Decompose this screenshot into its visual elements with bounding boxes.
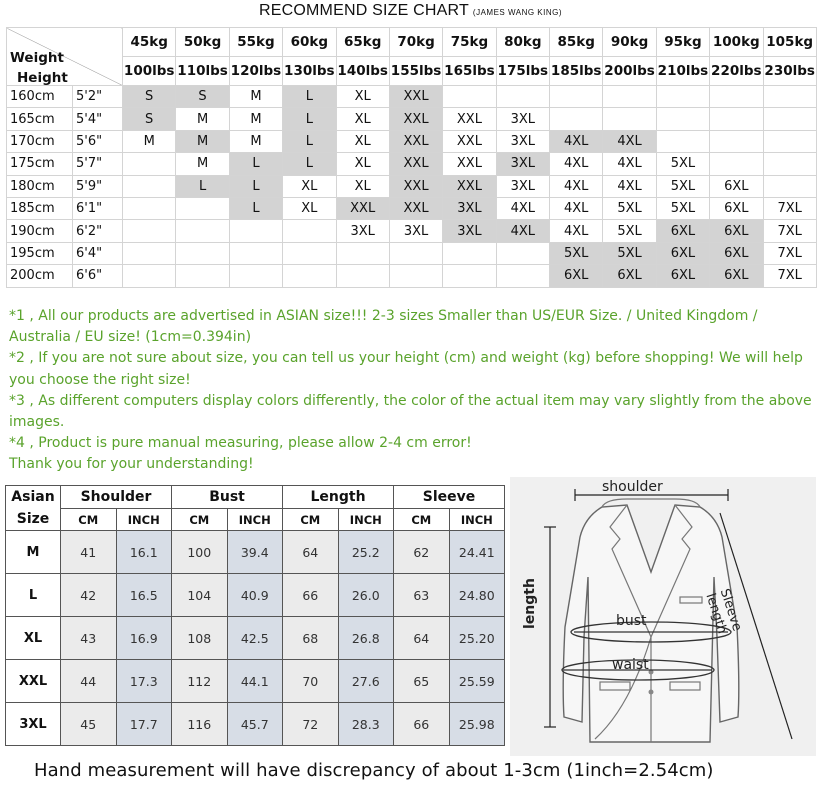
weight-kg-header: 55kg (229, 28, 282, 57)
size-cell: 3XL (496, 108, 549, 130)
inch-value: 25.98 (449, 703, 505, 746)
sleeve-length-label: Sleeve length (702, 587, 745, 636)
size-cell: 5XL (603, 197, 656, 219)
inch-value: 24.41 (449, 531, 505, 574)
measure-row (6, 660, 505, 703)
height-ft: 6'4" (73, 242, 123, 264)
size-cell (763, 86, 816, 108)
shoulder-header: Shoulder (61, 486, 172, 509)
chart-title-brand: (JAMES WANG KING) (472, 8, 563, 17)
size-cell: S (123, 86, 176, 108)
jacket-measure-diagram (510, 477, 816, 756)
weight-kg-header: 75kg (443, 28, 496, 57)
weight-kg-header: 45kg (123, 28, 176, 57)
weight-lbs-header: 175lbs (496, 57, 549, 86)
size-cell: 5XL (550, 242, 603, 264)
height-cm: 195cm (7, 242, 73, 264)
inch-value: 39.4 (227, 531, 283, 574)
size-cell (496, 242, 549, 264)
asian-size-cell: M (6, 531, 61, 574)
size-cell: 4XL (550, 175, 603, 197)
size-cell: 3XL (443, 220, 496, 242)
measurement-table (5, 485, 505, 746)
cm-value: 100 (172, 531, 228, 574)
size-cell: L (283, 108, 336, 130)
size-cell: XXL (389, 153, 442, 175)
weight-lbs-header: 110lbs (176, 57, 229, 86)
size-cell (229, 265, 282, 287)
size-cell: M (229, 108, 282, 130)
size-cell (283, 242, 336, 264)
size-cell: 5XL (656, 197, 709, 219)
cm-value: 104 (172, 574, 228, 617)
height-row (7, 197, 817, 219)
cm-value: 66 (283, 574, 339, 617)
bust-header: Bust (172, 486, 283, 509)
size-cell: 6XL (710, 242, 763, 264)
measure-row (6, 531, 505, 574)
asian-size-cell: L (6, 574, 61, 617)
height-ft: 5'2" (73, 86, 123, 108)
height-cm: 200cm (7, 265, 73, 287)
measure-row (6, 703, 505, 746)
size-cell: XXL (443, 153, 496, 175)
size-cell: 5XL (603, 242, 656, 264)
size-cell (336, 265, 389, 287)
size-notes (9, 306, 812, 476)
height-ft: 5'6" (73, 130, 123, 152)
height-cm: 185cm (7, 197, 73, 219)
size-cell: 4XL (550, 220, 603, 242)
chart-title-main: RECOMMEND SIZE CHART (258, 2, 469, 19)
height-row (7, 175, 817, 197)
bust-label: bust (616, 613, 647, 629)
weight-kg-header: 105kg (763, 28, 816, 57)
inch-value: 42.5 (227, 617, 283, 660)
note-thanks: Thank you for your understanding! (9, 456, 254, 473)
size-cell: L (283, 130, 336, 152)
unit-cm-header: CM (172, 509, 228, 531)
height-row (7, 242, 817, 264)
size-header: Size (6, 509, 61, 531)
height-cm: 170cm (7, 130, 73, 152)
cm-value: 65 (394, 660, 450, 703)
size-cell: XXL (336, 197, 389, 219)
size-cell: XXL (443, 175, 496, 197)
inch-value: 40.9 (227, 574, 283, 617)
inch-value: 25.59 (449, 660, 505, 703)
height-ft: 6'2" (73, 220, 123, 242)
unit-cm-header: CM (61, 509, 117, 531)
size-cell: 4XL (603, 175, 656, 197)
weight-kg-header: 50kg (176, 28, 229, 57)
height-cm: 180cm (7, 175, 73, 197)
size-cell (123, 197, 176, 219)
waist-label: waist (612, 657, 649, 673)
cm-value: 68 (283, 617, 339, 660)
weight-kg-header: 60kg (283, 28, 336, 57)
size-cell: S (176, 86, 229, 108)
size-cell: 4XL (550, 197, 603, 219)
unit-inch-header: INCH (449, 509, 505, 531)
size-cell (656, 130, 709, 152)
size-cell (656, 86, 709, 108)
weight-kg-header: 100kg (710, 28, 763, 57)
size-cell: 5XL (656, 153, 709, 175)
size-cell (763, 108, 816, 130)
size-cell (763, 130, 816, 152)
size-cell: 3XL (496, 175, 549, 197)
weight-lbs-header: 185lbs (550, 57, 603, 86)
size-cell: XXL (389, 175, 442, 197)
size-cell (123, 220, 176, 242)
size-cell: XXL (443, 130, 496, 152)
size-cell: S (123, 108, 176, 130)
size-cell (763, 153, 816, 175)
size-cell (176, 220, 229, 242)
cm-value: 64 (394, 617, 450, 660)
weight-kg-header: 65kg (336, 28, 389, 57)
size-cell (763, 175, 816, 197)
cm-value: 70 (283, 660, 339, 703)
size-cell (603, 86, 656, 108)
size-cell: XL (283, 197, 336, 219)
size-cell: M (229, 130, 282, 152)
size-cell: L (229, 197, 282, 219)
size-cell: 7XL (763, 220, 816, 242)
size-cell: XL (283, 175, 336, 197)
size-cell (710, 86, 763, 108)
length-header: Length (283, 486, 394, 509)
unit-inch-header: INCH (227, 509, 283, 531)
size-cell (656, 108, 709, 130)
weight-lbs-header: 210lbs (656, 57, 709, 86)
length-label: length (522, 578, 538, 629)
size-cell (443, 242, 496, 264)
height-label: Height (17, 70, 68, 86)
weight-label: Weight (10, 50, 64, 66)
weight-kg-header: 70kg (389, 28, 442, 57)
size-cell: XXL (389, 108, 442, 130)
size-cell (603, 108, 656, 130)
cm-value: 41 (61, 531, 117, 574)
weight-lbs-header: 165lbs (443, 57, 496, 86)
size-cell: XL (336, 153, 389, 175)
inch-value: 16.1 (116, 531, 172, 574)
cm-value: 45 (61, 703, 117, 746)
cm-value: 66 (394, 703, 450, 746)
inch-value: 17.7 (116, 703, 172, 746)
height-ft: 5'9" (73, 175, 123, 197)
height-cm: 175cm (7, 153, 73, 175)
unit-cm-header: CM (394, 509, 450, 531)
height-row (7, 220, 817, 242)
height-ft: 5'4" (73, 108, 123, 130)
note-1: *1 , All our products are advertised in ASIAN size!!! 2-3 sizes Smaller than US/EUR Size. / United Kingdom / Australia / EU size! (1cm=0.394in) (9, 308, 758, 346)
height-cm: 190cm (7, 220, 73, 242)
weight-lbs-header: 155lbs (389, 57, 442, 86)
shoulder-label: shoulder (602, 479, 663, 495)
note-3: *3 , As different computers display colors differently, the color of the actual item may vary slightly from the above images. (9, 392, 812, 431)
inch-value: 26.0 (338, 574, 394, 617)
size-cell (283, 220, 336, 242)
cm-value: 63 (394, 574, 450, 617)
size-cell: 7XL (763, 197, 816, 219)
size-cell (229, 220, 282, 242)
size-cell (123, 265, 176, 287)
height-cm: 165cm (7, 108, 73, 130)
size-cell: 3XL (336, 220, 389, 242)
size-cell: M (176, 130, 229, 152)
cm-value: 44 (61, 660, 117, 703)
weight-lbs-header: 230lbs (763, 57, 816, 86)
cm-value: 108 (172, 617, 228, 660)
unit-cm-header: CM (283, 509, 339, 531)
size-cell: M (176, 108, 229, 130)
height-row (7, 153, 817, 175)
size-cell: 4XL (603, 130, 656, 152)
size-cell: L (283, 86, 336, 108)
inch-value: 28.3 (338, 703, 394, 746)
weight-lbs-header: 100lbs (123, 57, 176, 86)
size-cell: 6XL (710, 220, 763, 242)
size-cell: XXL (389, 86, 442, 108)
asian-size-cell: XXL (6, 660, 61, 703)
asian-size-cell: XL (6, 617, 61, 660)
size-cell (389, 265, 442, 287)
weight-kg-header: 90kg (603, 28, 656, 57)
recommend-size-table (6, 27, 817, 288)
size-cell: 4XL (496, 220, 549, 242)
size-cell (710, 108, 763, 130)
size-cell: 3XL (443, 197, 496, 219)
height-ft: 5'7" (73, 153, 123, 175)
cm-value: 64 (283, 531, 339, 574)
size-cell: L (176, 175, 229, 197)
note-4: *4 , Product is pure manual measuring, please allow 2-4 cm error! (9, 435, 472, 452)
weight-lbs-header: 220lbs (710, 57, 763, 86)
size-cell: XL (336, 86, 389, 108)
measure-row (6, 617, 505, 660)
size-cell (176, 197, 229, 219)
height-ft: 6'1" (73, 197, 123, 219)
size-cell (229, 242, 282, 264)
size-cell (176, 265, 229, 287)
size-cell: 7XL (763, 265, 816, 287)
height-row (7, 265, 817, 287)
size-cell: M (123, 130, 176, 152)
size-cell (123, 153, 176, 175)
size-cell: L (229, 153, 282, 175)
size-cell: M (176, 153, 229, 175)
asian-size-header: Asian (6, 486, 61, 509)
footer-note: Hand measurement will have discrepancy of about 1-3cm (1inch=2.54cm) (34, 760, 714, 781)
size-cell (550, 86, 603, 108)
height-cm: 160cm (7, 86, 73, 108)
size-cell: XL (336, 130, 389, 152)
size-cell: L (229, 175, 282, 197)
weight-lbs-header: 120lbs (229, 57, 282, 86)
size-cell (496, 86, 549, 108)
height-ft: 6'6" (73, 265, 123, 287)
size-cell (336, 242, 389, 264)
height-row (7, 130, 817, 152)
size-cell: 6XL (550, 265, 603, 287)
size-cell (710, 130, 763, 152)
size-cell: 4XL (603, 153, 656, 175)
size-cell: L (283, 153, 336, 175)
size-cell: 4XL (496, 197, 549, 219)
size-cell (176, 242, 229, 264)
cm-value: 72 (283, 703, 339, 746)
size-cell (443, 86, 496, 108)
asian-size-cell: 3XL (6, 703, 61, 746)
size-cell: 6XL (656, 220, 709, 242)
size-cell: 3XL (496, 130, 549, 152)
size-cell: 4XL (550, 153, 603, 175)
chart-title (0, 2, 821, 20)
weight-kg-header: 85kg (550, 28, 603, 57)
weight-lbs-header: 200lbs (603, 57, 656, 86)
size-cell: 7XL (763, 242, 816, 264)
size-cell (283, 265, 336, 287)
size-cell (123, 175, 176, 197)
cm-value: 112 (172, 660, 228, 703)
inch-value: 16.9 (116, 617, 172, 660)
measure-row (6, 574, 505, 617)
size-cell: M (229, 86, 282, 108)
height-row (7, 108, 817, 130)
unit-inch-header: INCH (338, 509, 394, 531)
size-cell: 6XL (656, 242, 709, 264)
weight-height-corner (7, 28, 123, 86)
size-cell: 6XL (710, 197, 763, 219)
weight-kg-header: 95kg (656, 28, 709, 57)
inch-value: 25.2 (338, 531, 394, 574)
size-cell (123, 242, 176, 264)
weight-kg-header: 80kg (496, 28, 549, 57)
jacket-illustration (510, 477, 816, 756)
size-cell: 3XL (389, 220, 442, 242)
size-cell: 5XL (603, 220, 656, 242)
size-cell: 6XL (656, 265, 709, 287)
size-cell: 6XL (710, 175, 763, 197)
inch-value: 25.20 (449, 617, 505, 660)
size-cell: XL (336, 108, 389, 130)
size-cell: 5XL (656, 175, 709, 197)
cm-value: 43 (61, 617, 117, 660)
sleeve-header: Sleeve (394, 486, 505, 509)
cm-value: 42 (61, 574, 117, 617)
inch-value: 16.5 (116, 574, 172, 617)
inch-value: 45.7 (227, 703, 283, 746)
size-cell: XXL (389, 197, 442, 219)
size-cell (496, 265, 549, 287)
size-cell: 6XL (710, 265, 763, 287)
weight-lbs-header: 130lbs (283, 57, 336, 86)
size-cell (550, 108, 603, 130)
inch-value: 26.8 (338, 617, 394, 660)
size-cell (443, 265, 496, 287)
weight-lbs-header: 140lbs (336, 57, 389, 86)
size-cell: XXL (389, 130, 442, 152)
inch-value: 24.80 (449, 574, 505, 617)
unit-inch-header: INCH (116, 509, 172, 531)
cm-value: 116 (172, 703, 228, 746)
size-cell: 3XL (496, 153, 549, 175)
height-row (7, 86, 817, 108)
inch-value: 44.1 (227, 660, 283, 703)
cm-value: 62 (394, 531, 450, 574)
inch-value: 17.3 (116, 660, 172, 703)
size-cell: XL (336, 175, 389, 197)
size-cell (710, 153, 763, 175)
size-cell: 4XL (550, 130, 603, 152)
size-cell (389, 242, 442, 264)
inch-value: 27.6 (338, 660, 394, 703)
note-2: *2 , If you are not sure about size, you can tell us your height (cm) and weight (kg) before shopping! We will help you choose the right size! (9, 350, 803, 388)
size-cell: XXL (443, 108, 496, 130)
size-cell: 6XL (603, 265, 656, 287)
